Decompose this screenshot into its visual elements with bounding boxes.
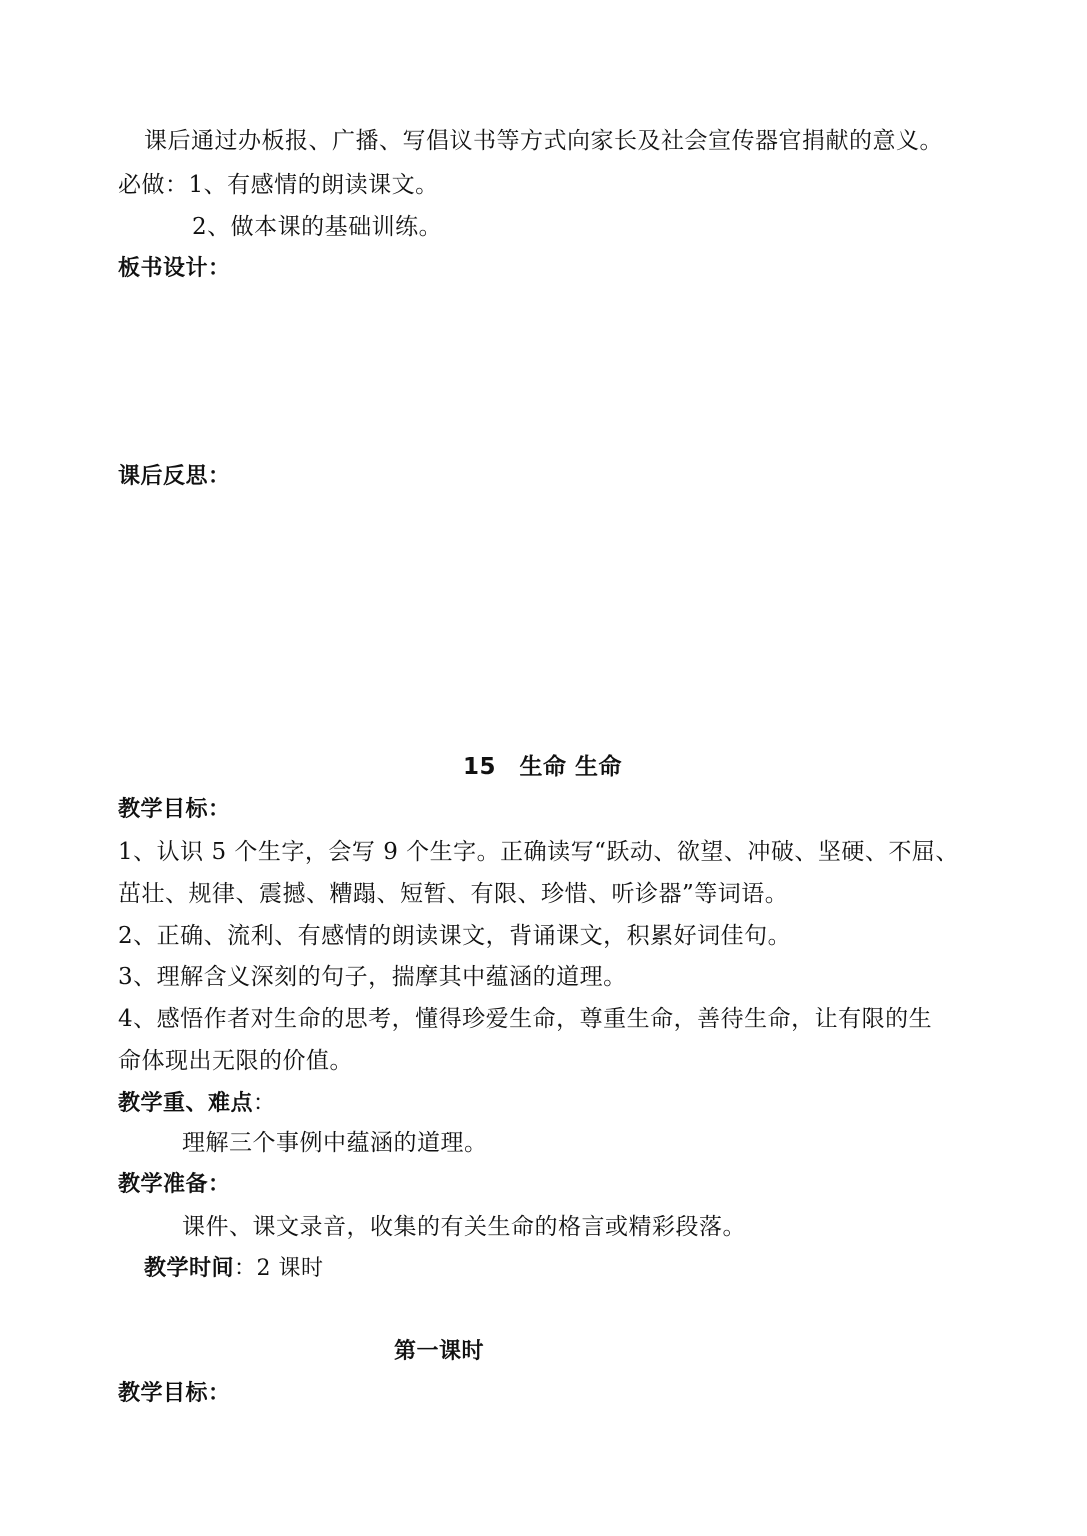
lesson-title: 15 生命 生命: [463, 754, 623, 780]
preparation-text: 课件、课文录音，收集的有关生命的格言或精彩段落。: [182, 1214, 746, 1240]
goal-1-line-2: 茁壮、规律、震撼、糟蹋、短暂、有限、珍惜、听诊器”等词语。: [118, 881, 789, 907]
teaching-time-heading: 教学时间: [144, 1256, 235, 1281]
goal-1-line-1: 1、认识 5 个生字，会写 9 个生字。正确读写“跃动、欲望、冲破、坚硬、不屈、: [118, 839, 959, 865]
goal-4-line-2: 命体现出无限的价值。: [118, 1048, 353, 1074]
teaching-goals-heading: 教学目标：: [118, 797, 231, 822]
key-points-colon: ：: [253, 1091, 276, 1116]
key-points-text: 理解三个事例中蕴涵的道理。: [182, 1130, 488, 1156]
board-design-heading: 板书设计：: [118, 256, 231, 281]
teaching-time-value: ：2 课时: [234, 1256, 324, 1281]
reflection-heading: 课后反思：: [118, 464, 231, 489]
teaching-time-line: [144, 1253, 324, 1284]
goal-3: 3、理解含义深刻的句子，揣摩其中蕴涵的道理。: [118, 964, 627, 990]
goal-2: 2、正确、流利、有感情的朗读课文，背诵课文，积累好词佳句。: [118, 923, 792, 949]
key-points-heading: 教学重、难点: [118, 1091, 254, 1116]
teaching-goals-heading-2: 教学目标：: [118, 1381, 231, 1406]
key-points-heading-line: [118, 1088, 276, 1119]
goal-4-line-1: 4、感悟作者对生命的思考，懂得珍爱生命，尊重生命，善待生命，让有限的生: [118, 1006, 933, 1032]
must-do-item-2: 2、做本课的基础训练。: [192, 214, 443, 240]
preparation-heading: 教学准备：: [118, 1172, 231, 1197]
must-do-item-1: 必做：1、有感情的朗读课文。: [118, 172, 439, 198]
publicity-activity-text: 课后通过办板报、广播、写倡议书等方式向家长及社会宣传器官捐献的意义。: [144, 128, 943, 154]
first-period-heading: 第一课时: [394, 1339, 485, 1364]
